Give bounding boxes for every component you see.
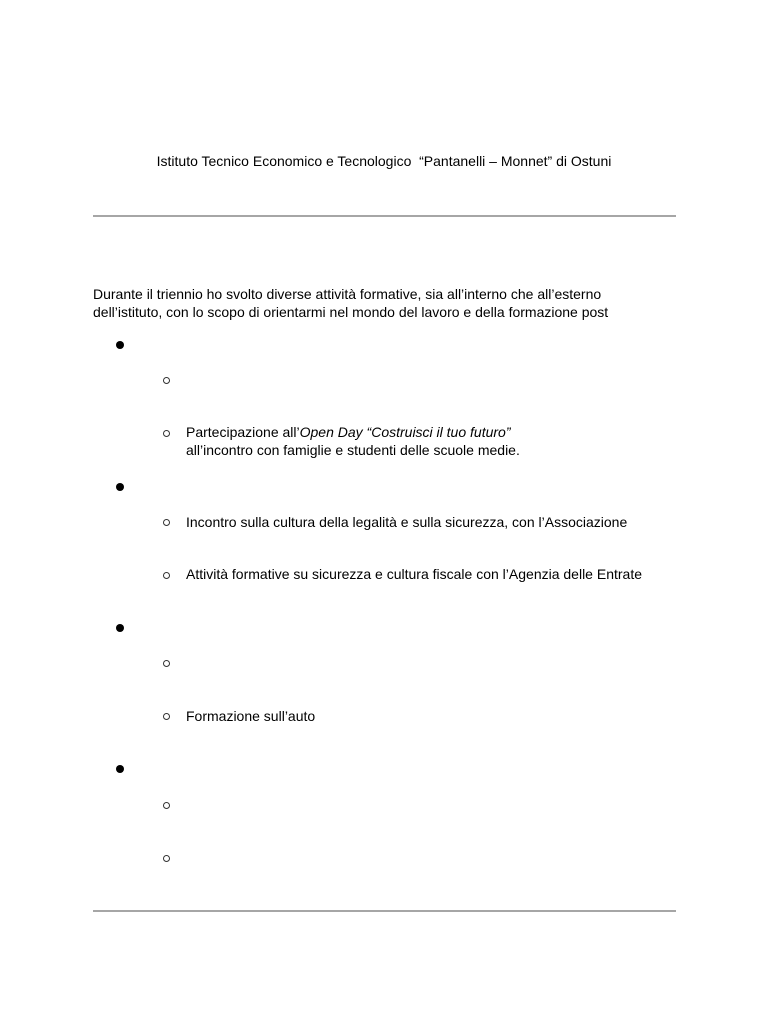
list-item: Incontro sulla cultura della legalità e sulla sicurezza, con l’Associazione <box>186 514 628 530</box>
intro-line: Durante il triennio ho svolto diverse attività formative, sia all’interno che all’esterno <box>93 286 602 302</box>
intro-paragraph <box>93 285 653 321</box>
page-title: Istituto Tecnico Economico e Tecnologico “Pantanelli – Monnet” di Ostuni <box>156 153 612 169</box>
header-divider <box>93 215 676 217</box>
list-bullet <box>116 624 124 632</box>
list-item: Formazione sull’auto <box>186 708 316 724</box>
list-bullet <box>116 341 124 349</box>
sub-list-bullet <box>163 519 170 526</box>
list-item <box>186 423 666 459</box>
list-item-prefix: Partecipazione all’ <box>186 424 300 440</box>
intro-line: dell’istituto, con lo scopo di orientarmi nel mondo del lavoro e della formazione post <box>93 304 609 320</box>
sub-list-bullet <box>163 855 170 862</box>
list-item-line: all’incontro con famiglie e studenti delle scuole medie. <box>186 442 520 458</box>
event-name: Open Day “Costruisci il tuo futuro” <box>299 424 511 440</box>
list-item: Attività formative su sicurezza e cultura fiscale con l’Agenzia delle Entrate <box>186 566 642 582</box>
sub-list-bullet <box>163 713 170 720</box>
list-bullet <box>116 765 124 773</box>
list-bullet <box>116 483 124 491</box>
sub-list-bullet <box>163 660 170 667</box>
sub-list-bullet <box>163 377 170 384</box>
sub-list-bullet <box>163 572 170 579</box>
sub-list-bullet <box>163 430 170 437</box>
sub-list-bullet <box>163 802 170 809</box>
footer-divider <box>93 910 676 912</box>
